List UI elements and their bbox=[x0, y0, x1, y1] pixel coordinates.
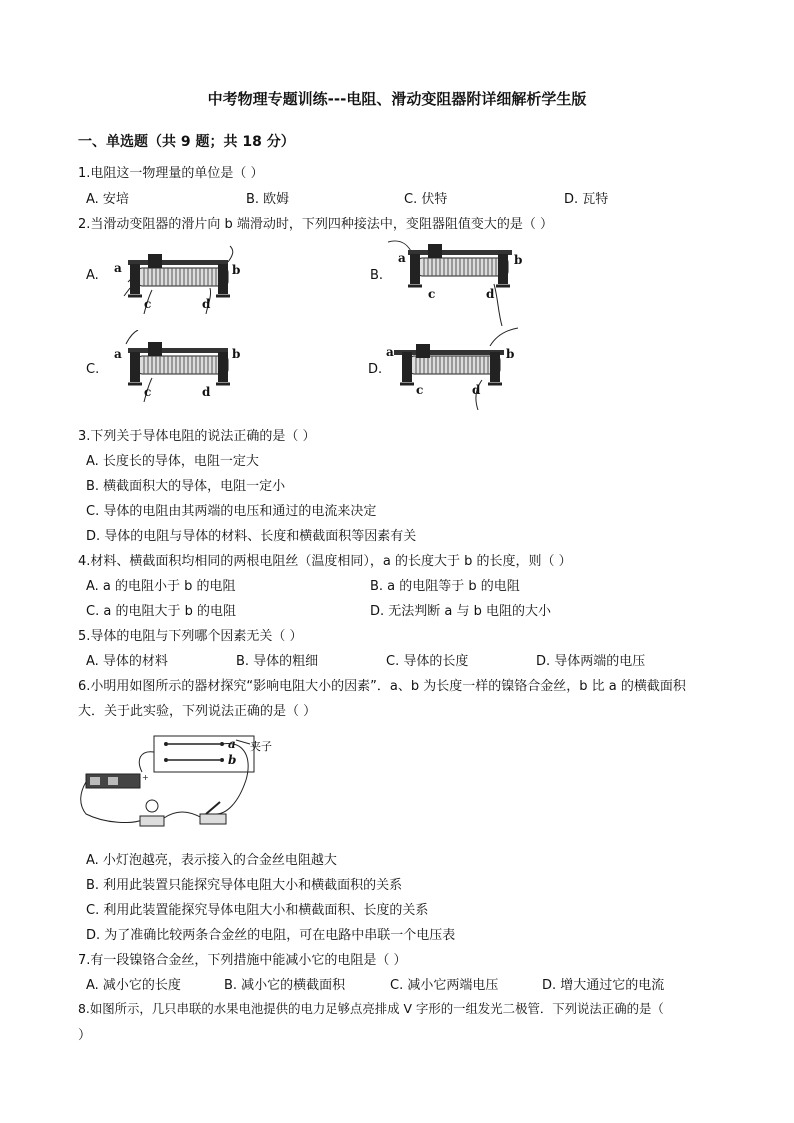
terminal-label-b: b bbox=[506, 347, 515, 361]
q5-option-d[interactable]: D. 导体两端的电压 bbox=[536, 654, 646, 669]
wire-label-b: b bbox=[228, 753, 237, 767]
q3-option-a[interactable]: A. 长度长的导体，电阻一定大 bbox=[86, 454, 259, 469]
q6-option-d[interactable]: D. 为了准确比较两条合金丝的电阻，可在电路中串联一个电压表 bbox=[86, 928, 456, 943]
q5-option-b[interactable]: B. 导体的粗细 bbox=[236, 654, 319, 669]
terminal-label-d: d bbox=[486, 287, 495, 301]
wire-label-a: a bbox=[228, 737, 236, 751]
question-7-stem: 7.有一段镍铬合金丝，下列措施中能减小它的电阻是（ ） bbox=[78, 953, 407, 968]
q2-option-d[interactable]: D. bbox=[368, 362, 383, 377]
svg-text:+: + bbox=[142, 773, 149, 782]
question-2-stem: 2.当滑动变阻器的滑片向 b 端滑动时，下列四种接法中，变阻器阻值变大的是（ ） bbox=[78, 217, 554, 232]
q7-option-c[interactable]: C. 减小它两端电压 bbox=[390, 978, 499, 993]
q7-option-a[interactable]: A. 减小它的长度 bbox=[86, 978, 181, 993]
clip-label: 夹子 bbox=[250, 740, 272, 753]
rheostat-figure-c bbox=[108, 330, 248, 402]
q2-option-c[interactable]: C. bbox=[86, 362, 100, 377]
question-6-stem-line-2: 大．关于此实验，下列说法正确的是（ ） bbox=[78, 704, 317, 719]
q1-option-a[interactable]: A. 安培 bbox=[86, 192, 129, 207]
terminal-label-d: d bbox=[472, 383, 481, 397]
q6-option-b[interactable]: B. 利用此装置只能探究导体电阻大小和横截面积的关系 bbox=[86, 878, 403, 893]
question-8-stem-line-1: 8.如图所示，几只串联的水果电池提供的电力足够点亮排成 V 字形的一组发光二极管．下列说法正确的是（ bbox=[78, 1001, 664, 1016]
q1-option-d[interactable]: D. 瓦特 bbox=[564, 192, 609, 207]
q2-option-a[interactable]: A. bbox=[86, 268, 99, 283]
question-8-stem-line-2: ） bbox=[78, 1028, 92, 1043]
q7-option-b[interactable]: B. 减小它的横截面积 bbox=[224, 978, 346, 993]
question-3-stem: 3.下列关于导体电阻的说法正确的是（ ） bbox=[78, 429, 316, 444]
terminal-label-d: d bbox=[202, 297, 211, 311]
terminal-label-a: a bbox=[398, 251, 406, 265]
q7-option-d[interactable]: D. 增大通过它的电流 bbox=[542, 978, 665, 993]
question-1-stem: 1.电阻这一物理量的单位是（ ） bbox=[78, 166, 264, 181]
terminal-label-b: b bbox=[232, 263, 241, 277]
q6-option-a[interactable]: A. 小灯泡越亮，表示接入的合金丝电阻越大 bbox=[86, 853, 337, 868]
question-5-stem: 5.导体的电阻与下列哪个因素无关（ ） bbox=[78, 629, 303, 644]
q6-circuit-figure bbox=[76, 730, 296, 832]
terminal-label-c: c bbox=[428, 287, 436, 301]
q1-option-c[interactable]: C. 伏特 bbox=[404, 192, 448, 207]
question-6-stem-line-1: 6.小明用如图所示的器材探究“影响电阻大小的因素”．a、b 为长度一样的镍铬合金丝，b 比 a 的横截面积 bbox=[78, 679, 686, 694]
page-title: 中考物理专题训练---电阻、滑动变阻器附详细解析学生版 bbox=[207, 90, 587, 108]
terminal-label-b: b bbox=[232, 347, 241, 361]
q4-option-c[interactable]: C. a 的电阻大于 b 的电阻 bbox=[86, 604, 236, 619]
q1-option-b[interactable]: B. 欧姆 bbox=[246, 192, 290, 207]
q3-option-c[interactable]: C. 导体的电阻由其两端的电压和通过的电流来决定 bbox=[86, 504, 377, 519]
terminal-label-c: c bbox=[144, 297, 152, 311]
q3-option-d[interactable]: D. 导体的电阻与导体的材料、长度和横截面积等因素有关 bbox=[86, 529, 417, 544]
rheostat-figure-a bbox=[108, 244, 248, 314]
section-heading: 一、单选题（共 9 题；共 18 分） bbox=[78, 134, 295, 150]
terminal-label-b: b bbox=[514, 253, 523, 267]
q2-option-b[interactable]: B. bbox=[370, 268, 384, 283]
terminal-label-d: d bbox=[202, 385, 211, 399]
q5-option-c[interactable]: C. 导体的长度 bbox=[386, 654, 469, 669]
q4-option-d[interactable]: D. 无法判断 a 与 b 电阻的大小 bbox=[370, 604, 552, 619]
q4-option-a[interactable]: A. a 的电阻小于 b 的电阻 bbox=[86, 579, 236, 594]
terminal-label-a: a bbox=[114, 261, 122, 275]
rheostat-figure-d bbox=[380, 326, 530, 410]
terminal-label-a: a bbox=[386, 345, 394, 359]
terminal-label-c: c bbox=[416, 383, 424, 397]
terminal-label-a: a bbox=[114, 347, 122, 361]
q5-option-a[interactable]: A. 导体的材料 bbox=[86, 654, 168, 669]
q4-option-b[interactable]: B. a 的电阻等于 b 的电阻 bbox=[370, 579, 520, 594]
rheostat-figure-b bbox=[388, 238, 528, 328]
q3-option-b[interactable]: B. 横截面积大的导体，电阻一定小 bbox=[86, 479, 286, 494]
q6-option-c[interactable]: C. 利用此装置能探究导体电阻大小和横截面积、长度的关系 bbox=[86, 903, 429, 918]
question-4-stem: 4.材料、横截面积均相同的两根电阻丝（温度相同），a 的长度大于 b 的长度，则（ ） bbox=[78, 554, 572, 569]
terminal-label-c: c bbox=[144, 385, 152, 399]
